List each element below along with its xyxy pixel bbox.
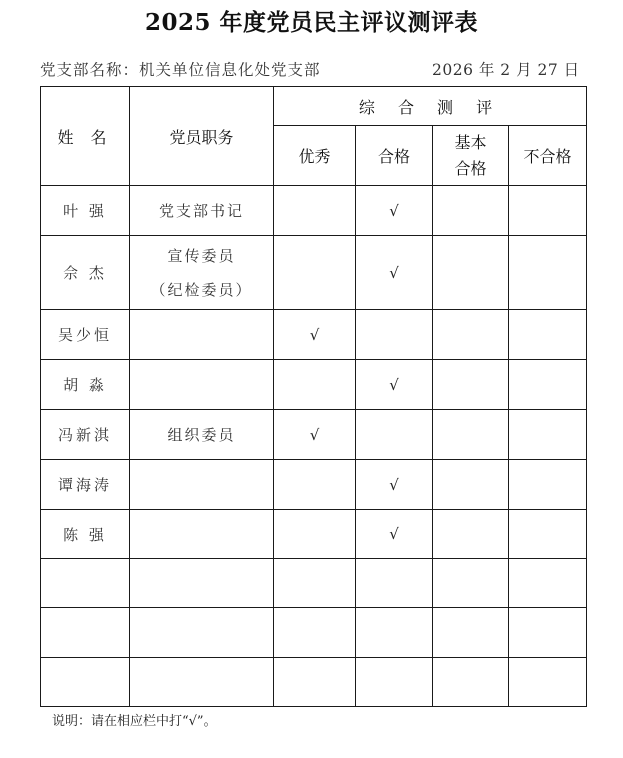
header-position: 党员职务 <box>130 87 274 186</box>
unqualified-mark <box>509 510 587 559</box>
basically-qualified-mark <box>433 460 509 510</box>
member-position <box>130 360 274 410</box>
basically-qualified-mark <box>433 360 509 410</box>
excellent-mark <box>274 559 356 608</box>
member-name <box>41 658 130 707</box>
qualified-mark: √ <box>356 186 433 236</box>
unqualified-mark <box>509 360 587 410</box>
header-unqualified: 不合格 <box>509 126 587 186</box>
position-line: 宣传委员 <box>167 246 236 265</box>
basically-qualified-mark <box>433 559 509 608</box>
member-name <box>41 608 130 658</box>
table-row <box>41 608 587 658</box>
basically-qualified-mark <box>433 410 509 460</box>
page-title: 2025 年度党员民主评议测评表 <box>144 9 479 36</box>
table-body <box>41 186 587 707</box>
header-basically-qualified <box>433 126 509 186</box>
member-position <box>130 559 274 608</box>
excellent-mark: √ <box>274 410 356 460</box>
member-name <box>41 559 130 608</box>
unqualified-mark <box>509 236 587 310</box>
basically-qualified-mark <box>433 510 509 559</box>
qualified-mark <box>356 310 433 360</box>
qualified-mark <box>356 410 433 460</box>
basically-qualified-mark <box>433 310 509 360</box>
table-row <box>41 460 587 510</box>
excellent-mark <box>274 236 356 310</box>
excellent-mark <box>274 186 356 236</box>
member-name: 陈 强 <box>41 510 130 559</box>
excellent-mark: √ <box>274 310 356 360</box>
basically-qualified-mark <box>433 186 509 236</box>
unqualified-mark <box>509 559 587 608</box>
excellent-mark <box>274 658 356 707</box>
table-row <box>41 236 587 310</box>
excellent-mark <box>274 360 356 410</box>
qualified-mark <box>356 559 433 608</box>
unqualified-mark <box>509 658 587 707</box>
unqualified-mark <box>509 608 587 658</box>
unqualified-mark <box>509 410 587 460</box>
basically-qualified-mark <box>433 608 509 658</box>
basically-qualified-mark <box>433 236 509 310</box>
excellent-mark <box>274 460 356 510</box>
member-position <box>130 410 274 460</box>
table-row <box>41 310 587 360</box>
header-basic-line2: 合格 <box>454 158 487 178</box>
qualified-mark: √ <box>356 510 433 559</box>
member-name: 胡 淼 <box>41 360 130 410</box>
table-row <box>41 658 587 707</box>
excellent-mark <box>274 510 356 559</box>
table-row <box>41 410 587 460</box>
header-basic-line1: 基本 <box>454 132 487 152</box>
header-name: 姓 名 <box>41 87 130 186</box>
qualified-mark <box>356 658 433 707</box>
table-row <box>41 559 587 608</box>
header-excellent: 优秀 <box>274 126 356 186</box>
party-branch-name: 党支部名称：机关单位信息化处党支部 <box>40 61 321 79</box>
table-row <box>41 510 587 559</box>
unqualified-mark <box>509 460 587 510</box>
unqualified-mark <box>509 310 587 360</box>
member-position <box>130 510 274 559</box>
qualified-mark <box>356 608 433 658</box>
member-name: 叶 强 <box>41 186 130 236</box>
header-comprehensive-evaluation: 综 合 测 评 <box>274 87 587 126</box>
header-qualified: 合格 <box>356 126 433 186</box>
instruction-note: 说明：请在相应栏中打“√”。 <box>52 714 217 729</box>
member-position <box>130 608 274 658</box>
position-line: 组织委员 <box>167 425 236 444</box>
basically-qualified-mark <box>433 658 509 707</box>
member-name: 谭海涛 <box>41 460 130 510</box>
member-name: 佘 杰 <box>41 236 130 310</box>
member-position <box>130 460 274 510</box>
member-position <box>130 186 274 236</box>
qualified-mark: √ <box>356 236 433 310</box>
member-position <box>130 236 274 310</box>
member-name: 吴少恒 <box>41 310 130 360</box>
evaluation-date: 2026 年 2 月 27 日 <box>432 61 580 79</box>
table-row <box>41 360 587 410</box>
evaluation-table <box>40 86 587 707</box>
unqualified-mark <box>509 186 587 236</box>
position-line: 党支部书记 <box>158 201 244 220</box>
member-position <box>130 658 274 707</box>
member-name: 冯新淇 <box>41 410 130 460</box>
qualified-mark: √ <box>356 460 433 510</box>
position-line: （纪检委员） <box>150 280 253 299</box>
member-position <box>130 310 274 360</box>
table-row <box>41 186 587 236</box>
excellent-mark <box>274 608 356 658</box>
qualified-mark: √ <box>356 360 433 410</box>
